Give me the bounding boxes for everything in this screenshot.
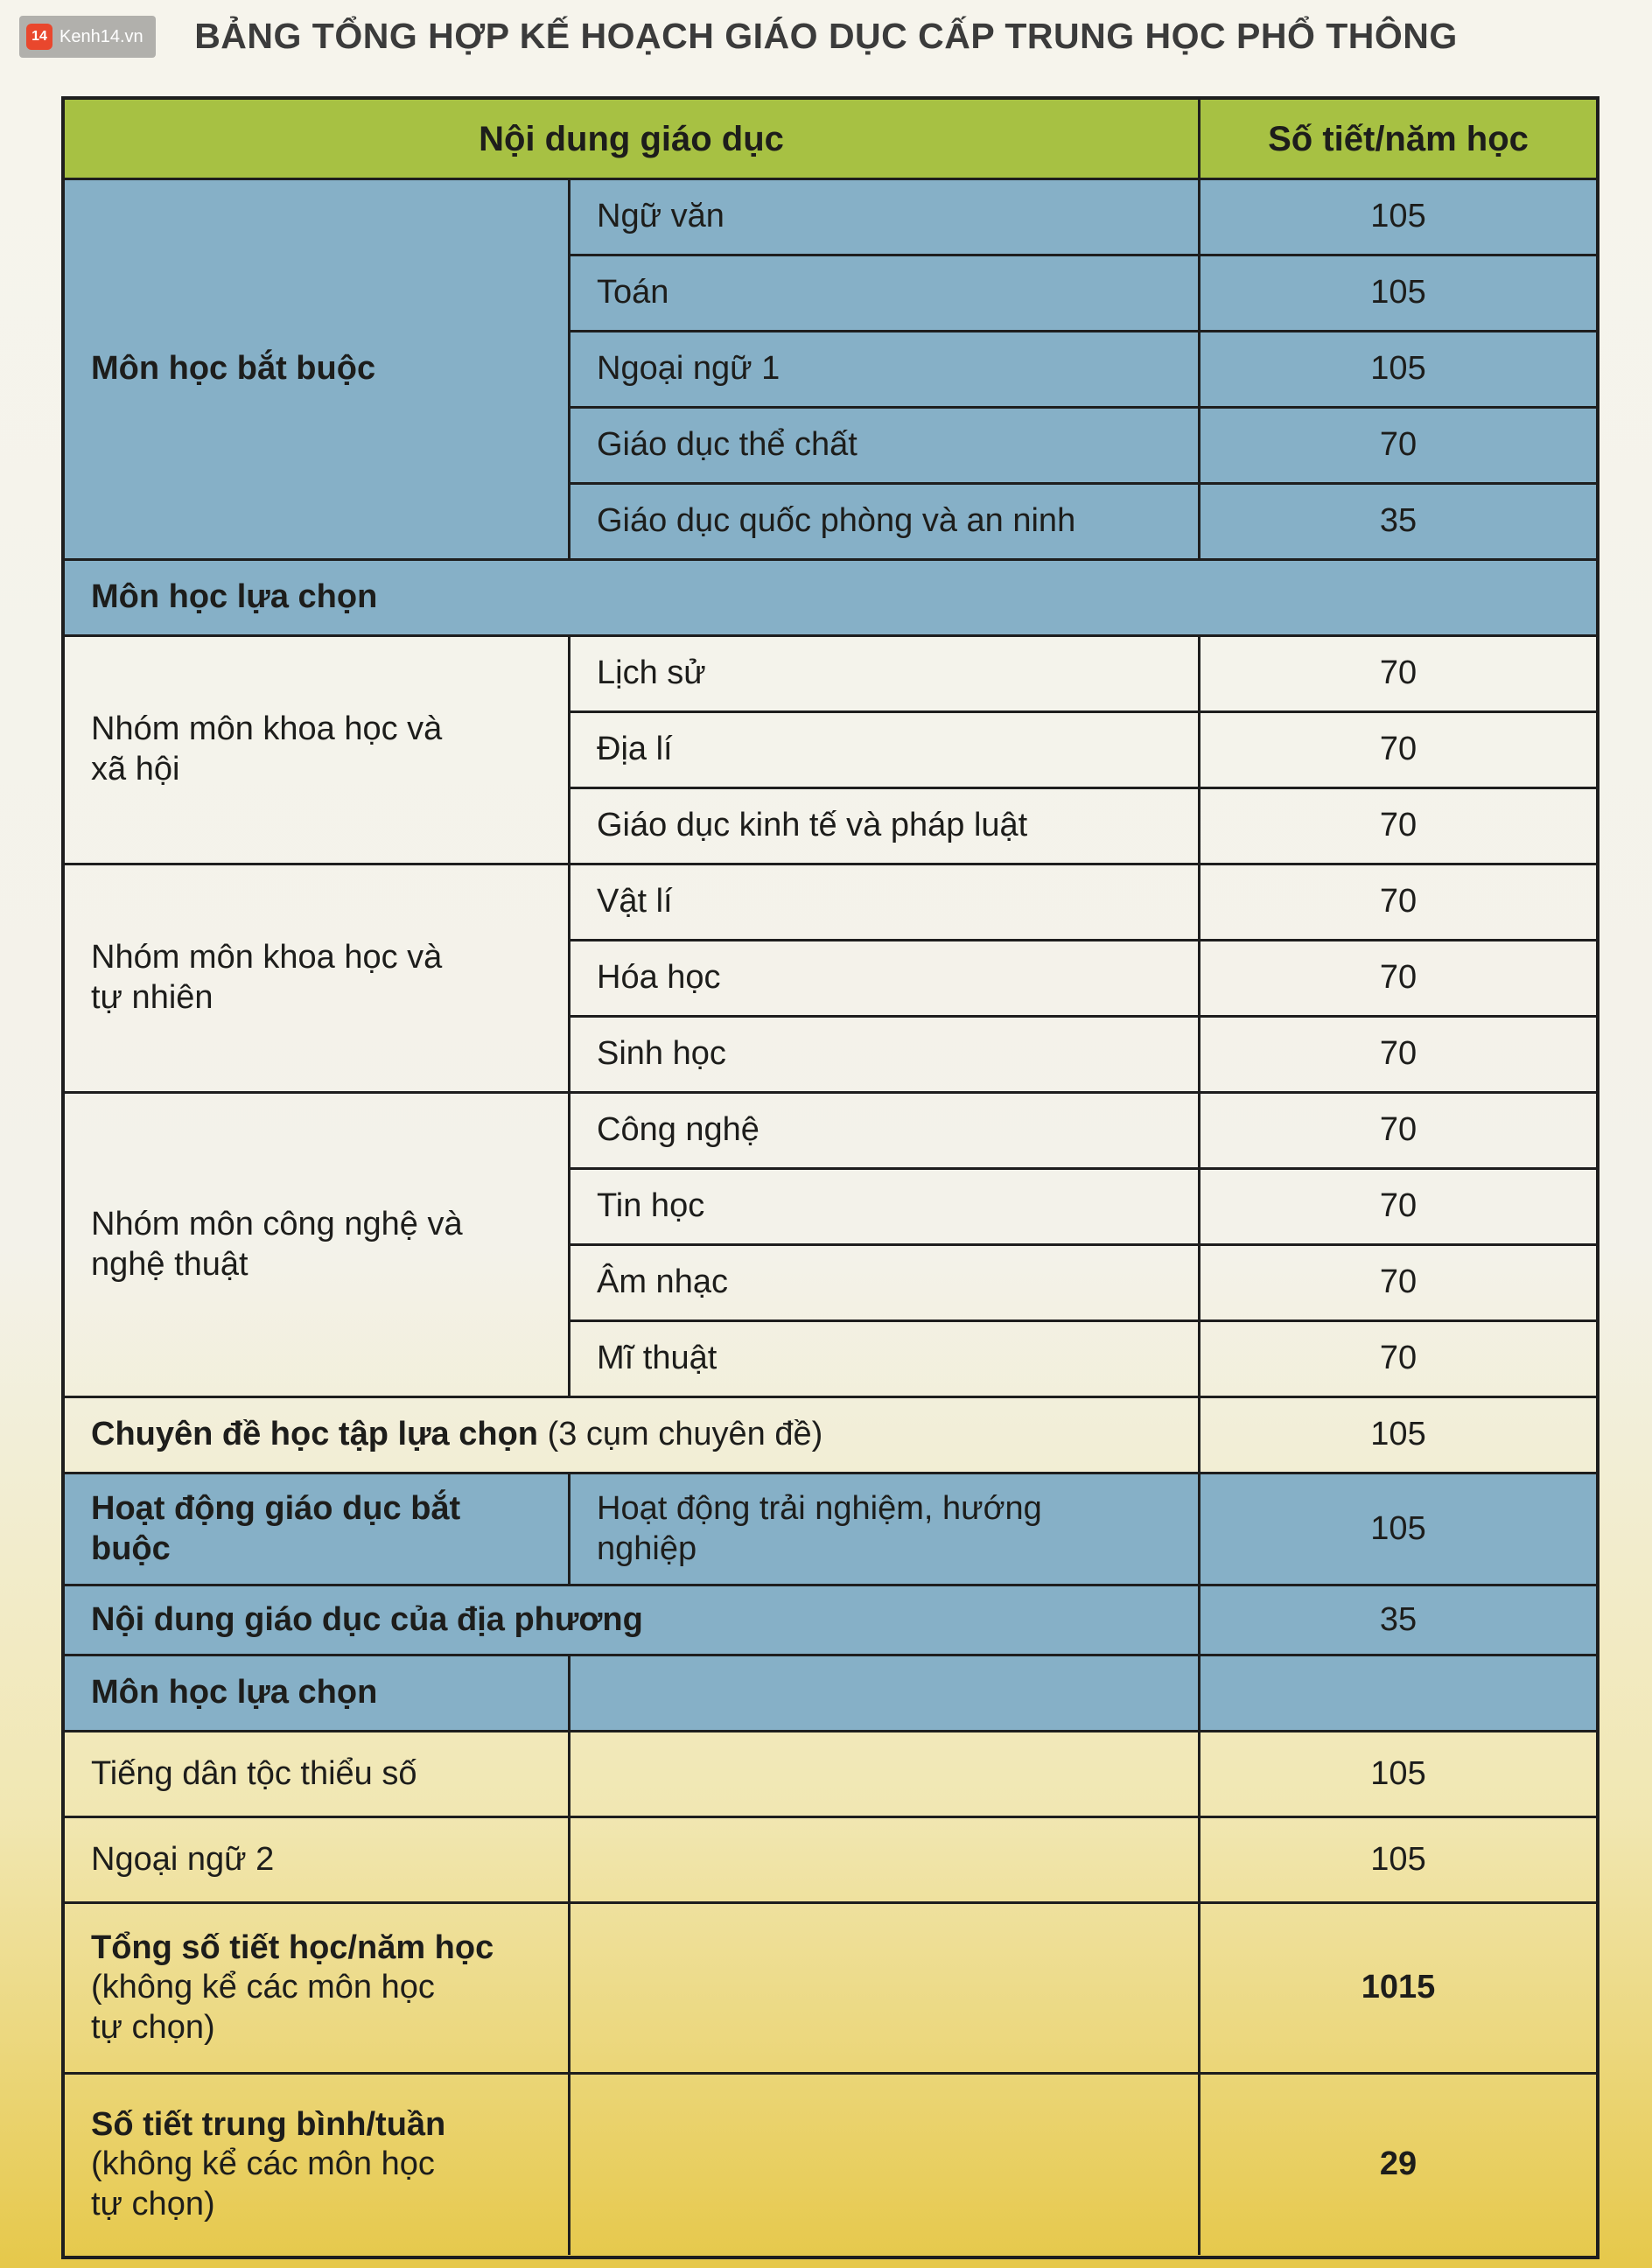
empty-cell [570, 1732, 1200, 1818]
table-cell-subject: Địa lí [570, 713, 1200, 789]
table-cell-periods: 105 [1200, 256, 1596, 332]
table-cell-subject: Giáo dục kinh tế và pháp luật [570, 789, 1200, 865]
table-cell-periods: 105 [1200, 180, 1596, 256]
table-cell-subject: Công nghệ [570, 1094, 1200, 1170]
table-cell-periods: 70 [1200, 1170, 1596, 1246]
table-cell-periods: 70 [1200, 1094, 1596, 1170]
elective-section-label: Môn học lựa chọn [65, 561, 1596, 637]
local-content-label: Nội dung giáo dục của địa phương [65, 1586, 1200, 1656]
table-cell-subject: Sinh học [570, 1018, 1200, 1094]
table-cell-periods: 70 [1200, 637, 1596, 713]
average-label-cell [65, 2075, 570, 2255]
table-cell-periods: 105 [1200, 1474, 1596, 1586]
kenh14-logo-icon: 14 [26, 24, 52, 50]
table-cell-subject: Tiếng dân tộc thiểu số [65, 1732, 570, 1818]
table-cell-subject: Giáo dục thể chất [570, 409, 1200, 485]
table-cell-periods: 70 [1200, 942, 1596, 1018]
table-cell-periods: 105 [1200, 1818, 1596, 1904]
table-cell-subject: Âm nhạc [570, 1246, 1200, 1322]
education-plan-table [61, 96, 1600, 2259]
elective2-label: Môn học lựa chọn [65, 1656, 570, 1732]
table-cell-periods: 70 [1200, 865, 1596, 942]
empty-cell [570, 1656, 1200, 1732]
mandatory-label: Môn học bắt buộc [65, 180, 570, 561]
activity-detail: Hoạt động trải nghiệm, hướng nghiệp [570, 1474, 1200, 1586]
total-label-cell [65, 1904, 570, 2075]
total-note: (không kể các môn học tự chọn) [91, 1969, 435, 2046]
elective-topics-label [65, 1398, 1200, 1474]
table-cell-subject: Lịch sử [570, 637, 1200, 713]
total-label: Tổng số tiết học/năm học [91, 1928, 494, 1966]
page-title: BẢNG TỔNG HỢP KẾ HOẠCH GIÁO DỤC CẤP TRUNG HỌC PHỔ THÔNG [194, 16, 1458, 56]
table-cell-periods: 35 [1200, 1586, 1596, 1656]
table-cell-subject: Hóa học [570, 942, 1200, 1018]
average-note: (không kể các môn học tự chọn) [91, 2146, 435, 2222]
activity-label: Hoạt động giáo dục bắt buộc [65, 1474, 570, 1586]
table-cell-periods: 70 [1200, 713, 1596, 789]
table-cell-subject: Ngữ văn [570, 180, 1200, 256]
table-cell-periods: 105 [1200, 332, 1596, 409]
table-cell-subject: Tin học [570, 1170, 1200, 1246]
group-social-label: Nhóm môn khoa học và xã hội [65, 637, 570, 865]
table-cell-subject: Mĩ thuật [570, 1322, 1200, 1398]
empty-cell [1200, 1656, 1596, 1732]
table-cell-periods: 70 [1200, 409, 1596, 485]
empty-cell [570, 1904, 1200, 2075]
topics-label-rest: (3 cụm chuyên đề) [538, 1416, 823, 1453]
table-cell-periods: 70 [1200, 789, 1596, 865]
table-cell-subject: Vật lí [570, 865, 1200, 942]
average-label: Số tiết trung bình/tuần [91, 2105, 446, 2143]
table-cell-subject: Ngoại ngữ 1 [570, 332, 1200, 409]
table-cell-periods: 70 [1200, 1246, 1596, 1322]
table-cell-periods: 105 [1200, 1732, 1596, 1818]
header-periods: Số tiết/năm học [1200, 100, 1596, 180]
table-cell-periods: 70 [1200, 1322, 1596, 1398]
table-cell-periods: 35 [1200, 485, 1596, 561]
topics-label-bold: Chuyên đề học tập lựa chọn [91, 1416, 539, 1453]
table-cell-subject: Toán [570, 256, 1200, 332]
total-periods: 1015 [1200, 1904, 1596, 2075]
watermark-text: Kenh14.vn [60, 26, 144, 46]
group-natural-label: Nhóm môn khoa học và tự nhiên [65, 865, 570, 1094]
table-cell-subject: Giáo dục quốc phòng và an ninh [570, 485, 1200, 561]
header-content: Nội dung giáo dục [65, 100, 1200, 180]
table-cell-subject: Ngoại ngữ 2 [65, 1818, 570, 1904]
empty-cell [570, 2075, 1200, 2255]
empty-cell [570, 1818, 1200, 1904]
group-technology-label: Nhóm môn công nghệ và nghệ thuật [65, 1094, 570, 1398]
table-cell-periods: 70 [1200, 1018, 1596, 1094]
table-cell-periods: 105 [1200, 1398, 1596, 1474]
average-periods: 29 [1379, 2146, 1418, 2183]
